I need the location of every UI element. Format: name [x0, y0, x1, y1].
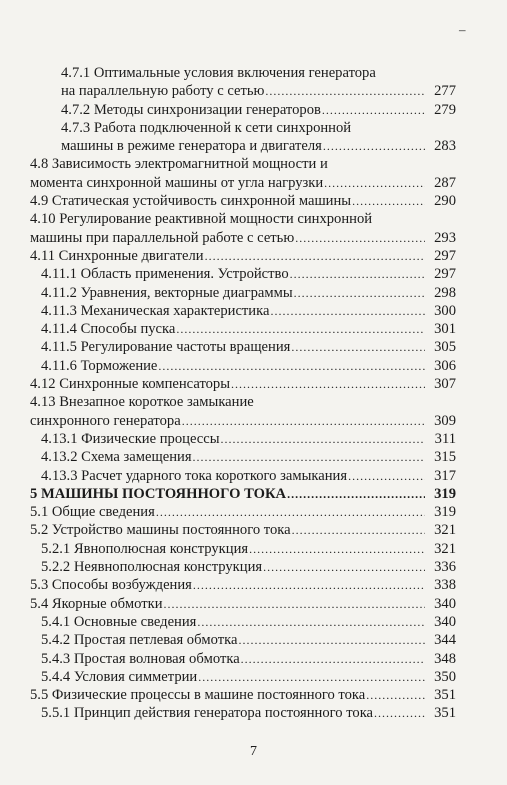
dot-leader — [270, 302, 425, 320]
toc-page-number: 298 — [434, 284, 456, 301]
toc-entry-title: 4.11.5 Регулирование частоты вращения — [41, 339, 291, 356]
toc-entry-title: 5.1 Общие сведения — [30, 504, 155, 521]
dot-leader — [156, 503, 425, 521]
toc-entry-title: 4.12 Синхронные компенсаторы — [30, 376, 231, 393]
page-number: 7 — [250, 744, 257, 759]
toc-page-number: 336 — [434, 559, 456, 576]
toc-entry-title: 5.4.2 Простая петлевая обмотка — [41, 632, 238, 649]
toc-entry[interactable] — [0, 265, 507, 283]
toc-entry[interactable] — [0, 302, 507, 320]
toc-entry[interactable] — [0, 558, 507, 576]
toc-page-number: 309 — [434, 412, 456, 429]
toc-entry[interactable] — [0, 668, 507, 686]
dot-leader — [294, 284, 425, 302]
toc-page-number: 306 — [434, 357, 456, 374]
dot-leader — [238, 631, 425, 649]
corner-mark: – — [459, 22, 466, 37]
toc-entry-title: 5.4 Якорные обмотки — [30, 595, 163, 612]
dot-leader — [324, 174, 425, 192]
toc-entry-title: 4.13.2 Схема замещения — [41, 449, 192, 466]
dot-leader — [287, 485, 425, 503]
toc-entry-title: 4.11.3 Механическая характеристика — [41, 302, 270, 319]
toc-entry-title: 4.11 Синхронные двигатели — [30, 247, 204, 264]
toc-entry-title: 4.8 Зависимость электромагнитной мощности и — [30, 156, 328, 173]
toc-entry-title: момента синхронной машины от угла нагрузки — [30, 174, 324, 191]
toc-entry[interactable] — [0, 155, 507, 192]
toc-entry[interactable] — [0, 503, 507, 521]
toc-entry[interactable] — [0, 247, 507, 265]
toc-entry[interactable] — [0, 192, 507, 210]
toc-entry-title: 4.11.4 Способы пуска — [41, 321, 176, 338]
toc-page-number: 317 — [434, 467, 456, 484]
toc-entry[interactable] — [0, 576, 507, 594]
toc-page-number: 351 — [434, 705, 456, 722]
toc-page-number: 283 — [434, 138, 456, 155]
toc-entry[interactable] — [0, 320, 507, 338]
toc-page-number: 300 — [434, 302, 456, 319]
toc-page-number: 319 — [434, 504, 456, 521]
table-of-contents — [0, 64, 507, 723]
toc-entry[interactable] — [0, 101, 507, 119]
toc-page-number: 301 — [434, 321, 456, 338]
toc-entry[interactable] — [0, 704, 507, 722]
dot-leader — [366, 686, 425, 704]
toc-entry-title: 4.11.2 Уравнения, векторные диаграммы — [41, 284, 293, 301]
toc-entry-title: 4.11.6 Торможение — [41, 357, 158, 374]
dot-leader — [292, 521, 425, 539]
toc-entry-title: машины при параллельной работе с сетью — [30, 229, 295, 246]
toc-entry-title: 4.9 Статическая устойчивость синхронной машины — [30, 193, 352, 210]
dot-leader — [176, 320, 425, 338]
toc-entry[interactable] — [0, 210, 507, 247]
dot-leader — [290, 265, 425, 283]
toc-entry-title: 5 МАШИНЫ ПОСТОЯННОГО ТОКА — [30, 485, 287, 502]
toc-entry-title: 5.4.4 Условия симметрии — [41, 668, 198, 685]
toc-entry-title: 4.13 Внезапное короткое замыкание — [30, 394, 254, 411]
toc-entry[interactable] — [0, 467, 507, 485]
toc-entry[interactable] — [0, 631, 507, 649]
toc-entry[interactable] — [0, 393, 507, 430]
toc-entry[interactable] — [0, 686, 507, 704]
toc-entry-title: 4.7.2 Методы синхронизации генераторов — [61, 101, 321, 118]
toc-page-number: 311 — [434, 430, 456, 447]
toc-entry[interactable] — [0, 357, 507, 375]
dot-leader — [193, 448, 425, 466]
toc-page-number: 340 — [434, 595, 456, 612]
dot-leader — [198, 668, 425, 686]
toc-entry-title: 5.4.1 Основные сведения — [41, 613, 197, 630]
dot-leader — [158, 357, 425, 375]
dot-leader — [221, 430, 425, 448]
dot-leader — [348, 467, 425, 485]
toc-page-number: 338 — [434, 577, 456, 594]
toc-page-number: 290 — [434, 193, 456, 210]
toc-entry-title: 5.5.1 Принцип действия генератора постоянного тока — [41, 705, 374, 722]
toc-entry-title: 4.13.3 Расчет ударного тока короткого замыкания — [41, 467, 348, 484]
toc-page-number: 277 — [434, 83, 456, 100]
dot-leader — [197, 613, 425, 631]
dot-leader — [241, 650, 425, 668]
toc-entry-title: 5.2.1 Явнополюсная конструкция — [41, 540, 249, 557]
toc-page-number: 348 — [434, 650, 456, 667]
toc-page-number: 279 — [434, 101, 456, 118]
toc-entry-title: 5.4.3 Простая волновая обмотка — [41, 650, 240, 667]
toc-page-number: 340 — [434, 613, 456, 630]
toc-page-number: 344 — [434, 632, 456, 649]
dot-leader — [323, 137, 425, 155]
toc-entry[interactable] — [0, 448, 507, 466]
toc-page-number: 350 — [434, 668, 456, 685]
toc-page-number: 305 — [434, 339, 456, 356]
toc-page-number: 297 — [434, 266, 456, 283]
toc-entry-title: на параллельную работу с сетью — [61, 83, 265, 100]
toc-page-number: 297 — [434, 247, 456, 264]
toc-entry[interactable] — [0, 540, 507, 558]
toc-entry[interactable] — [0, 64, 507, 101]
toc-entry[interactable] — [0, 613, 507, 631]
dot-leader — [205, 247, 425, 265]
toc-entry-title: 4.13.1 Физические процессы — [41, 430, 220, 447]
toc-page-number: 307 — [434, 376, 456, 393]
toc-entry-title: машины в режиме генератора и двигателя — [61, 138, 322, 155]
toc-entry-title: 4.11.1 Область применения. Устройство — [41, 266, 289, 283]
toc-entry[interactable] — [0, 595, 507, 613]
dot-leader — [265, 82, 425, 100]
dot-leader — [291, 338, 425, 356]
toc-page-number: 287 — [434, 174, 456, 191]
toc-entry[interactable] — [0, 284, 507, 302]
dot-leader — [352, 192, 425, 210]
toc-entry-title: 5.5 Физические процессы в машине постоянного тока — [30, 687, 366, 704]
toc-page-number: 321 — [434, 540, 456, 557]
toc-entry[interactable] — [0, 485, 507, 503]
toc-entry-title: 5.3 Способы возбуждения — [30, 577, 192, 594]
dot-leader — [249, 540, 425, 558]
toc-entry-title: 4.7.1 Оптимальные условия включения генератора — [61, 65, 376, 81]
toc-entry[interactable] — [0, 119, 507, 156]
toc-page-number: 319 — [434, 485, 456, 502]
toc-page-number: 293 — [434, 229, 456, 246]
toc-entry-title: синхронного генератора — [30, 412, 181, 429]
toc-entry[interactable] — [0, 430, 507, 448]
toc-page-number: 321 — [434, 522, 456, 539]
toc-entry[interactable] — [0, 375, 507, 393]
toc-entry-title: 5.2 Устройство машины постоянного тока — [30, 522, 291, 539]
dot-leader — [263, 558, 425, 576]
dot-leader — [322, 101, 425, 119]
dot-leader — [164, 595, 425, 613]
toc-entry-title: 5.2.2 Неявнополюсная конструкция — [41, 559, 263, 576]
dot-leader — [231, 375, 425, 393]
dot-leader — [374, 704, 425, 722]
toc-page-number: 351 — [434, 687, 456, 704]
dot-leader — [295, 229, 425, 247]
toc-entry[interactable] — [0, 650, 507, 668]
toc-entry[interactable] — [0, 338, 507, 356]
toc-page-number: 315 — [434, 449, 456, 466]
toc-entry-title: 4.10 Регулирование реактивной мощности синхронной — [30, 211, 373, 228]
toc-entry-title: 4.7.3 Работа подключенной к сети синхронной — [61, 119, 352, 136]
dot-leader — [182, 412, 425, 430]
dot-leader — [193, 576, 425, 594]
toc-entry[interactable] — [0, 521, 507, 539]
